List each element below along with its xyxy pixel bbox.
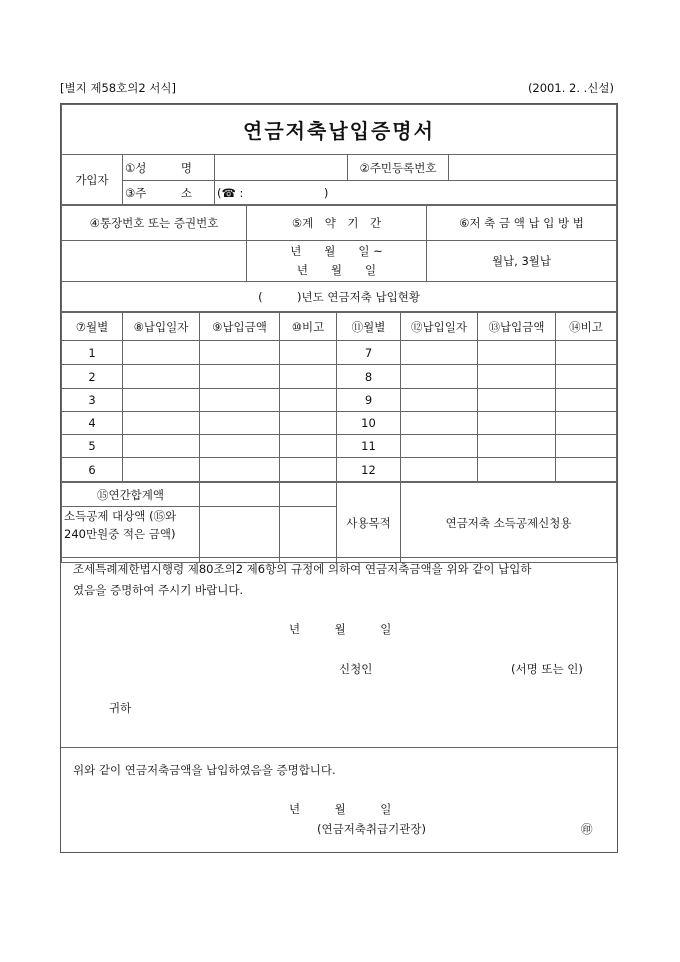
monthly-table: [61, 312, 617, 482]
table-row: [62, 389, 617, 412]
rrn-label: ②주민등록번호: [348, 155, 449, 181]
account-no-label: ④통장번호 또는 증권번호: [62, 206, 247, 241]
month-cell: 5: [62, 435, 123, 458]
note-cell[interactable]: [280, 435, 337, 458]
payment-date-cell[interactable]: [401, 389, 478, 412]
table-row: [62, 435, 617, 458]
payment-date-cell[interactable]: [401, 458, 478, 482]
form-title: 연금저축납입증명서: [62, 105, 617, 155]
note-cell[interactable]: [280, 412, 337, 435]
month-cell: 7: [337, 341, 401, 365]
note-cell[interactable]: [556, 389, 617, 412]
month-cell: 10: [337, 412, 401, 435]
column-header: ⑬납입금액: [478, 313, 556, 341]
certify-text: 위와 같이 연금저축금액을 납입하였음을 증명합니다.: [73, 763, 336, 777]
month-cell: 1: [62, 341, 123, 365]
column-header: ⑩비고: [280, 313, 337, 341]
payment-amount-cell[interactable]: [200, 389, 280, 412]
status-title: ( )년도 연금저축 납입현황: [62, 282, 617, 312]
note-cell[interactable]: [556, 341, 617, 365]
note-cell[interactable]: [280, 341, 337, 365]
period-to: 년 월 일: [296, 263, 377, 277]
payment-amount-cell[interactable]: [478, 365, 556, 389]
payment-amount-cell[interactable]: [478, 341, 556, 365]
form-number: [별지 제58호의2 서식]: [60, 81, 176, 95]
payment-amount-cell[interactable]: [478, 412, 556, 435]
name-field[interactable]: [215, 155, 348, 181]
month-cell: 12: [337, 458, 401, 482]
note-cell[interactable]: [556, 412, 617, 435]
annual-total-label: ⑮연간합계액: [62, 483, 200, 507]
name-label: ①성 명: [123, 155, 215, 181]
column-header: ⑭비고: [556, 313, 617, 341]
note-cell[interactable]: [556, 435, 617, 458]
month-cell: 3: [62, 389, 123, 412]
payment-date-cell[interactable]: [123, 341, 200, 365]
top-table: [61, 104, 617, 205]
revision-note: (2001. 2. .신설): [527, 81, 614, 95]
payment-amount-cell[interactable]: [478, 435, 556, 458]
address-field[interactable]: (☎ : ): [215, 181, 617, 205]
payment-amount-cell[interactable]: [200, 412, 280, 435]
payment-amount-cell[interactable]: [478, 458, 556, 482]
deductible-label: 소득공제 대상액 (⑮와 240만원중 적은 금액): [62, 507, 200, 563]
table-row: [62, 341, 617, 365]
table-row: [62, 365, 617, 389]
payment-amount-cell[interactable]: [200, 341, 280, 365]
certificate-form: [60, 103, 618, 853]
note-cell[interactable]: [556, 365, 617, 389]
table-row: [62, 412, 617, 435]
purpose-label: 사용목적: [337, 483, 401, 563]
method-label: ⑥저 축 금 액 납 입 방 법: [427, 206, 617, 241]
annual-total-note[interactable]: [280, 483, 337, 507]
request-text-1: 조세특례제한법시행령 제80조의2 제6항의 규정에 의하여 연금저축금액을 위와 같이 납입하: [73, 562, 532, 576]
column-header: ⑦월별: [62, 313, 123, 341]
recipient-label: 귀하: [109, 701, 132, 715]
section-divider: [61, 747, 617, 748]
subscriber-label: 가입자: [62, 155, 123, 205]
deductible-amount[interactable]: [200, 507, 280, 563]
payment-amount-cell[interactable]: [200, 435, 280, 458]
rrn-field[interactable]: [449, 155, 617, 181]
method-value[interactable]: 월납, 3월납: [427, 241, 617, 282]
period-label: ⑤계 약 기 간: [247, 206, 427, 241]
request-text-2: 였음을 증명하여 주시기 바랍니다.: [73, 583, 244, 597]
column-header: ⑨납입금액: [200, 313, 280, 341]
payment-date-cell[interactable]: [123, 365, 200, 389]
applicant-label: 신청인: [339, 662, 373, 676]
note-cell[interactable]: [556, 458, 617, 482]
payment-date-cell[interactable]: [401, 412, 478, 435]
address-label: ③주 소: [123, 181, 215, 205]
request-date: 년 월 일: [289, 622, 392, 636]
payment-amount-cell[interactable]: [200, 365, 280, 389]
note-cell[interactable]: [280, 458, 337, 482]
certify-date: 년 월 일: [289, 802, 392, 816]
column-header: ⑫납입일자: [401, 313, 478, 341]
payment-amount-cell[interactable]: [478, 389, 556, 412]
summary-table: [61, 482, 617, 563]
signature-label: (서명 또는 인): [511, 662, 583, 676]
payment-date-cell[interactable]: [401, 435, 478, 458]
payment-date-cell[interactable]: [401, 365, 478, 389]
purpose-value: 연금저축 소득공제신청용: [401, 483, 617, 563]
payment-date-cell[interactable]: [123, 458, 200, 482]
month-cell: 9: [337, 389, 401, 412]
seal-mark: ㊞: [581, 822, 593, 836]
payment-date-cell[interactable]: [123, 435, 200, 458]
issuer-label: (연금저축취급기관장): [317, 822, 426, 836]
payment-date-cell[interactable]: [401, 341, 478, 365]
note-cell[interactable]: [280, 389, 337, 412]
period-from: 년 월 일 ~: [290, 244, 383, 258]
month-cell: 11: [337, 435, 401, 458]
deductible-note[interactable]: [280, 507, 337, 563]
payment-date-cell[interactable]: [123, 389, 200, 412]
month-cell: 6: [62, 458, 123, 482]
period-field[interactable]: [247, 241, 427, 282]
month-cell: 2: [62, 365, 123, 389]
column-header: ⑪월별: [337, 313, 401, 341]
request-section: [61, 557, 617, 853]
table-row: [62, 458, 617, 482]
month-cell: 8: [337, 365, 401, 389]
column-header: ⑧납입일자: [123, 313, 200, 341]
month-cell: 4: [62, 412, 123, 435]
annual-total-amount[interactable]: [200, 483, 280, 507]
account-no-field[interactable]: [62, 241, 247, 282]
payment-amount-cell[interactable]: [200, 458, 280, 482]
note-cell[interactable]: [280, 365, 337, 389]
account-table: [61, 205, 617, 312]
payment-date-cell[interactable]: [123, 412, 200, 435]
